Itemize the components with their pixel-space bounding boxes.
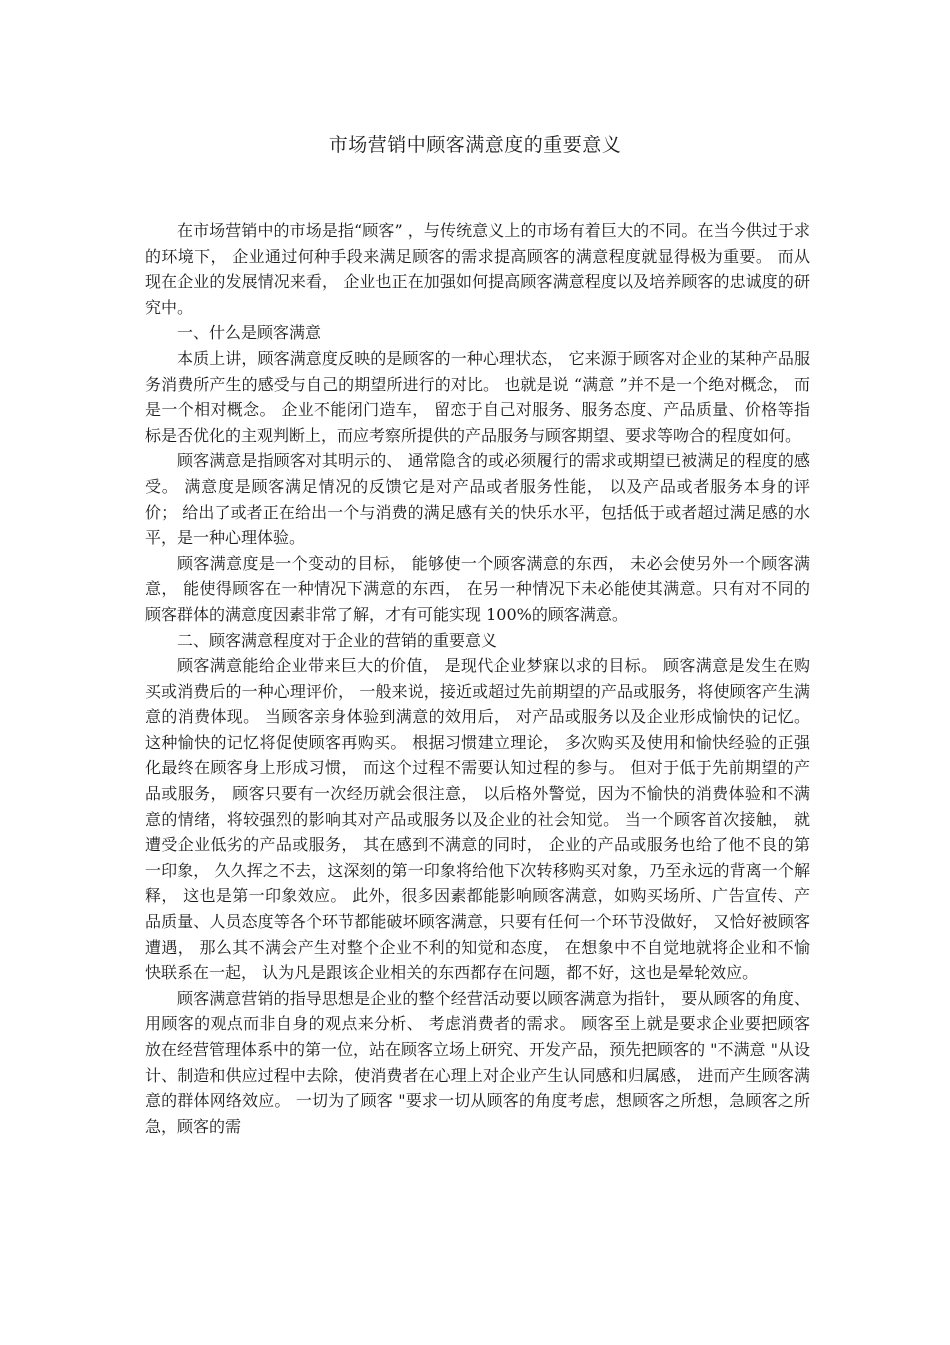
section-heading-2: 二、顾客满意程度对于企业的营销的重要意义: [177, 630, 498, 650]
paragraph-value: 顾客满意能给企业带来巨大的价值， 是现代企业梦寐以求的目标。 顾客满意是发生在购买或消费后的一种心理评价， 一般来说，接近或超过先前期望的产品或服务，将使顾客产生满意的消费体现。 当顾客亲身体验到满意的效用后， 对产品或服务以及企业形成愉快的记忆。 这种愉快的记忆将促使顾客再购买。 根据习惯建立理论， 多次购买及使用和愉快经验的正强化最终在顾客身上形成习惯， 而这个过程不需要认知过程的参与。 但对于低于先前期望的产品或服务， 顾客只要有一次经历就会很注意， 以后格外警觉，因为不愉快的消费体验和不满意的情绪，将较强烈的影响其对产品或服务以及企业的社会知觉。 当一个顾客首次接触， 就遭受企业低劣的产品或服务， 其在感到不满意的同时， 企业的产品或服务也给了他不良的第一印象， 久久挥之不去，这深刻的第一印象将给他下次转移购买对象，乃至永远的背离一个解释， 这也是第一印象效应。 此外，很多因素都能影响顾客满意，如购买场所、广告宣传、产品质量、人员态度等各个环节都能破坏顾客满意，只要有任何一个环节没做好， 又恰好被顾客遭遇， 那么其不满会产生对整个企业不利的知觉和态度， 在想象中不自觉地就将企业和不愉快联系在一起， 认为凡是跟该企业相关的东西都存在问题，都不好，这也是晕轮效应。: [145, 656, 810, 983]
paragraph-intro: 在市场营销中的市场是指“顾客” ，与传统意义上的市场有着巨大的不同。在当今供过于求的环境下， 企业通过何种手段来满足顾客的需求提高顾客的满意程度就显得极为重要。 而从现在企业的发展情况来看， 企业也正在加强如何提高顾客满意程度以及培养顾客的忠诚度的研究中。: [145, 221, 810, 317]
section-heading-1: 一、什么是顾客满意: [177, 323, 322, 343]
document-title: 市场营销中顾客满意度的重要意义: [328, 134, 622, 156]
paragraph-essence: 本质上讲，顾客满意度反映的是顾客的一种心理状态， 它来源于顾客对企业的某种产品服务消费所产生的感受与自己的期望所进行的对比。 也就是说 “满意 ”并不是一个绝对概念， 而是一个相对概念。 企业不能闭门造车， 留恋于自己对服务、服务态度、产品质量、价格等指标是否优化的主观判断上，而应考察所提供的产品服务与顾客期望、要求等吻合的程度如何。: [145, 348, 810, 445]
paragraph-definition: 顾客满意是指顾客对其明示的、 通常隐含的或必须履行的需求或期望已被满足的程度的感受。 满意度是顾客满足情况的反馈它是对产品或者服务性能， 以及产品或者服务本身的评价； 给出了或者正在给出一个与消费的满足感有关的快乐水平，包括低于或者超过满足感的水平，是一种心理体验。: [145, 451, 810, 548]
paragraph-guiding-idea: 顾客满意营销的指导思想是企业的整个经营活动要以顾客满意为指针， 要从顾客的角度、 用顾客的观点而非自身的观点来分析、 考虑消费者的需求。 顾客至上就是要求企业要把顾客放在经营管理体系中的第一位，站在顾客立场上研究、开发产品，预先把顾客的 "不满意 "从设计、制造和供应过程中去除，使消费者在心理上对企业产生认同感和归属感， 进而产生顾客满意的群体网络效应。 一切为了顾客 "要求一切从顾客的角度考虑，想顾客之所想，急顾客之所急，顾客的需: [145, 988, 810, 1136]
paragraph-moving-target: 顾客满意度是一个变动的目标， 能够使一个顾客满意的东西， 未必会使另外一个顾客满意， 能使得顾客在一种情况下满意的东西， 在另一种情况下未必能使其满意。只有对不同的顾客群体的满意度因素非常了解，才有可能实现 100%的顾客满意。: [145, 553, 810, 624]
document-body: [145, 218, 810, 1139]
